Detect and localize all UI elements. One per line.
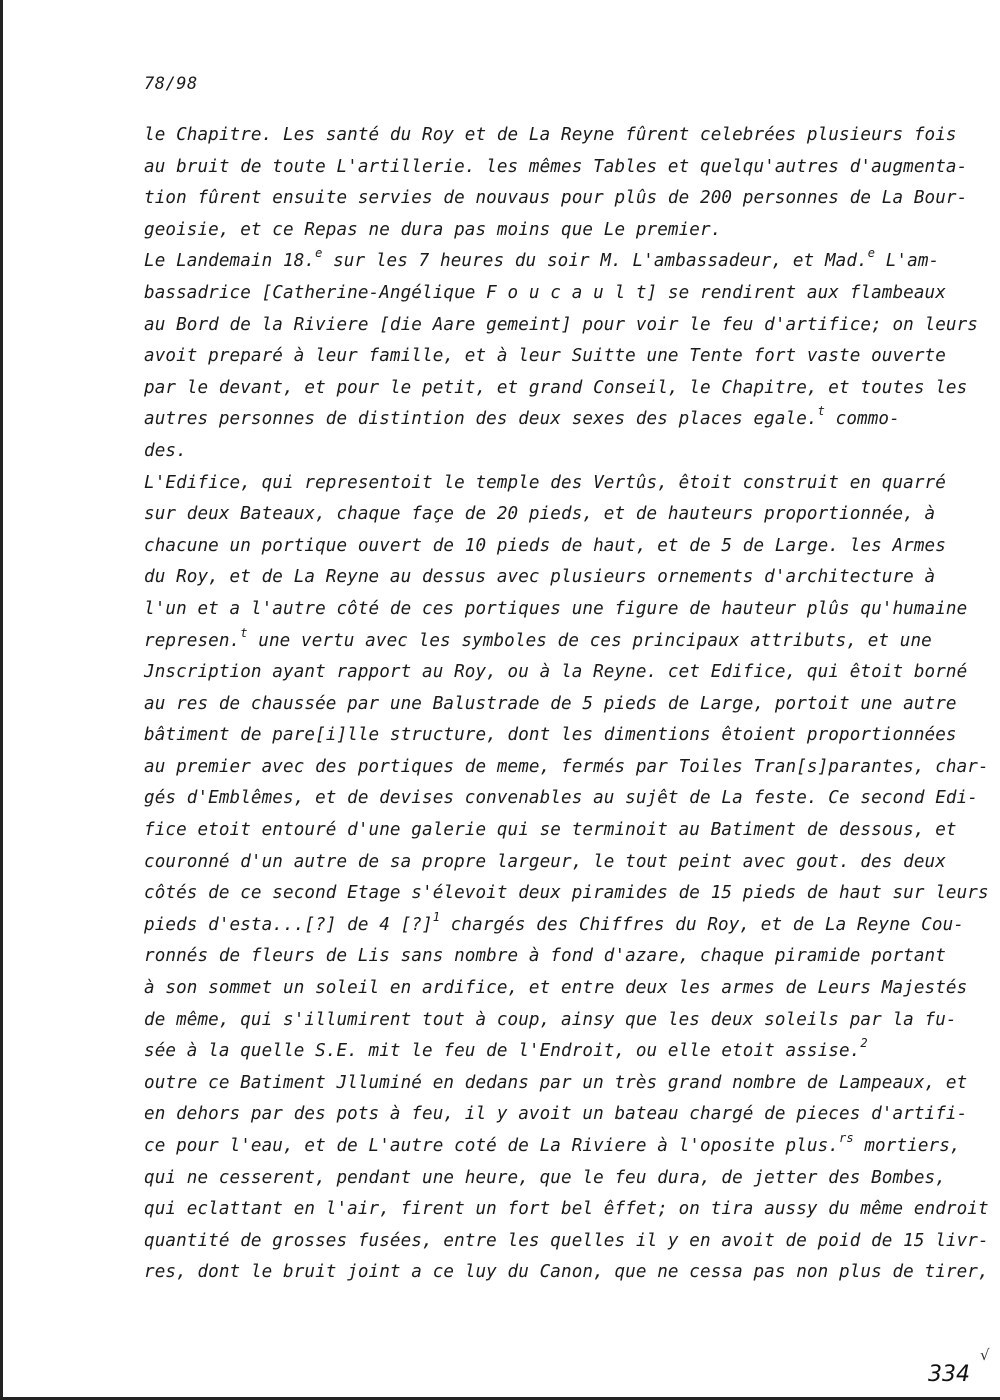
superscript: 1 — [432, 909, 441, 924]
text-segment: commo- — [824, 409, 900, 430]
text-line: du Roy, et de La Reyne au dessus avec plusieurs ornements d'architecture à — [144, 567, 936, 588]
superscript: e — [867, 246, 876, 261]
text-line — [144, 404, 944, 436]
text-segment: ce pour l'eau, et de L'autre coté de La Riviere à l'oposite plus. — [144, 1136, 840, 1156]
folio-number: 334 — [928, 1362, 970, 1387]
text-line: en dehors par des pots à feu, il y avoit un bateau chargé de pieces d'artifi- — [144, 1104, 968, 1125]
text-line: qui eclattant en l'air, firent un fort bel êffet; on tira aussy du même endroit — [144, 1199, 989, 1220]
text-line: l'un et a l'autre côté de ces portiques une figure de hauteur plûs qu'humaine — [144, 598, 968, 619]
text-line: des. — [144, 440, 187, 461]
text-line — [144, 909, 964, 942]
text-line — [144, 626, 944, 658]
text-line: gés d'Emblêmes, et de devises convenables au sujêt de La feste. Ce second Edi- — [144, 788, 979, 809]
text-line: de même, qui s'illumirent tout à coup, ainsy que les deux soleils par la fu- — [144, 1009, 957, 1030]
scan-left-border — [0, 0, 3, 1400]
text-line: couronné d'un autre de sa propre largeur, le tout peint avec gout. des deux — [144, 851, 946, 872]
text-line: ronnés de fleurs de Lis sans nombre à fond d'azare, chaque piramide portant — [144, 946, 946, 967]
text-line: geoisie, et ce Repas ne dura pas moins que Le premier. — [144, 219, 722, 240]
page-number: 78/98 — [144, 74, 198, 94]
text-line: qui ne cesserent, pendant une heure, que le feu dura, de jetter des Bombes, — [144, 1167, 946, 1188]
text-line: quantité de grosses fusées, entre les quelles il y en avoit de poid de 15 livr- — [144, 1230, 989, 1251]
text-line: par le devant, et pour le petit, et grand Conseil, le Chapitre, et toutes les — [144, 377, 968, 398]
text-segment: pieds d'esta...[?] de 4 [?] — [144, 914, 433, 935]
text-line: au premier avec des portiques de meme, fermés par Toiles Tran[s]parantes, char- — [144, 756, 989, 777]
superscript: rs — [839, 1131, 854, 1145]
text-line: sur deux Bateaux, chaque façe de 20 pieds, et de hauteurs proportionnée, à — [144, 504, 936, 525]
superscript: t — [240, 625, 248, 640]
body-text — [144, 120, 989, 1289]
text-line: au bruit de toute L'artillerie. les mêmes Tables et quelqu'autres d'augmenta- — [144, 156, 968, 177]
text-segment: autres personnes de distintion des deux sexes des places egale. — [144, 409, 818, 430]
text-segment: une vertu avec les symboles de ces principaux attributs, et une — [247, 630, 932, 651]
superscript: 2 — [860, 1036, 868, 1051]
text-line: L'Edifice, qui representoit le temple des Vertûs, êtoit construit en quarré — [144, 472, 946, 493]
text-line: tion fûrent ensuite servies de nouvaus pour plûs de 200 personnes de La Bour- — [144, 188, 968, 209]
text-segment: mortiers, — [853, 1136, 961, 1156]
text-segment: sur les 7 heures du soir M. L'ambassadeur, et Mad. — [322, 251, 868, 272]
text-segment: Le Landemain 18. — [144, 251, 316, 272]
text-line: au res de chaussée par une Balustrade de 5 pieds de Large, portoit une autre — [144, 693, 957, 714]
text-line: res, dont le bruit joint a ce luy du Canon, que ne cessa pas non plus de tirer, — [144, 1262, 989, 1283]
text-line: chacune un portique ouvert de 10 pieds de haut, et de 5 de Large. les Armes — [144, 535, 946, 556]
text-line — [144, 246, 944, 278]
text-line: à son sommet un soleil en ardifice, et entre deux les armes de Leurs Majestés — [144, 978, 968, 999]
text-line: outre ce Batiment Jlluminé en dedans par un très grand nombre de Lampeaux, et — [144, 1072, 968, 1093]
text-segment: sée à la quelle S.E. mit le feu de l'Endroit, ou elle etoit assise. — [144, 1041, 861, 1062]
text-segment: L'am- — [875, 251, 940, 272]
text-line: le Chapitre. Les santé du Roy et de La Reyne fûrent celebrées plusieurs fois — [144, 125, 957, 145]
text-line: au Bord de la Riviere [die Aare gemeint] pour voir le feu d'artifice; on leurs — [144, 314, 979, 335]
text-line: bassadrice [Catherine-Angélique F o u c a u l t] se rendirent aux flambeaux — [144, 282, 946, 303]
text-line — [144, 1036, 944, 1068]
text-segment: chargés des Chiffres du Roy, et de La Reyne Cou- — [440, 914, 964, 935]
check-mark: √ — [980, 1346, 990, 1364]
text-line: bâtiment de pare[i]lle structure, dont les dimentions êtoient proportionnées — [144, 725, 957, 746]
text-line: Jnscription ayant rapport au Roy, ou à la Reyne. cet Edifice, qui êtoit borné — [144, 662, 968, 683]
superscript: t — [817, 404, 825, 419]
text-line — [144, 1131, 961, 1163]
text-segment: represen. — [144, 630, 241, 651]
superscript: e — [315, 246, 323, 261]
text-line: avoit preparé à leur famille, et à leur Suitte une Tente fort vaste ouverte — [144, 346, 946, 367]
text-line: côtés de ce second Etage s'élevoit deux piramides de 15 pieds de haut sur leurs — [144, 883, 989, 904]
text-line: fice etoit entouré d'une galerie qui se terminoit au Batiment de dessous, et — [144, 820, 957, 841]
